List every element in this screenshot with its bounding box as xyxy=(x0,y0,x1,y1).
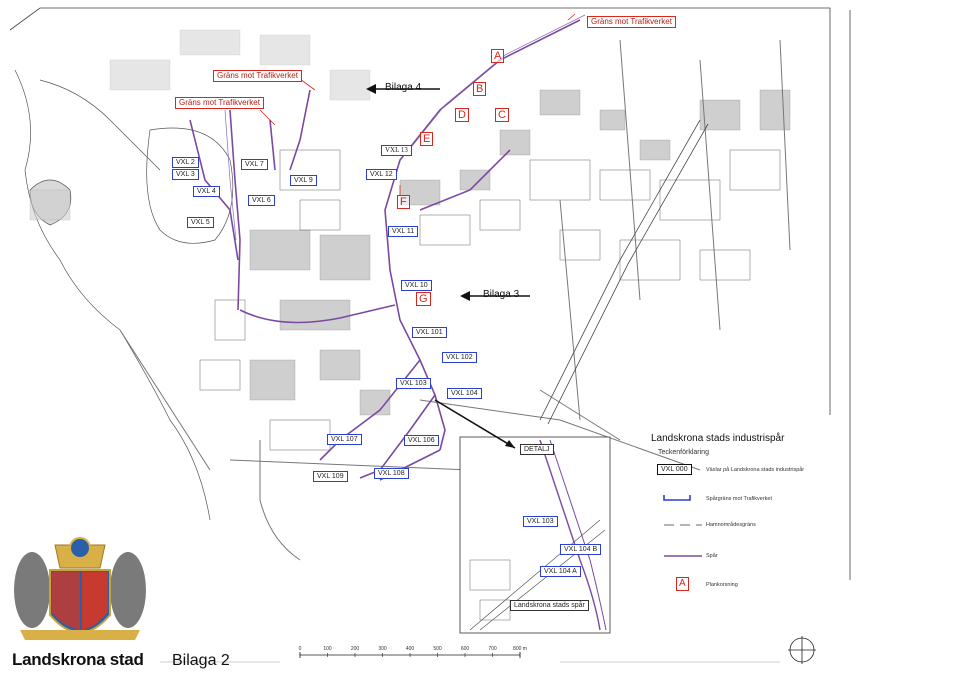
switch-label: VXL 12 xyxy=(366,169,397,180)
switch-label: VXL 6 xyxy=(248,195,275,206)
legend-switch-sample: VXL 000 xyxy=(657,464,692,475)
scale-tick-label: 200 xyxy=(350,646,360,652)
switch-label: VXL 103 xyxy=(396,378,431,389)
brand-logo-text: Landskrona stad xyxy=(12,650,144,669)
level-crossing-marker: F xyxy=(397,195,410,209)
boundary-label-trafikverket: Gräns mot Trafikverket xyxy=(175,97,264,109)
level-crossing-marker: C xyxy=(495,108,509,122)
switch-label: VXL 13 xyxy=(381,145,412,156)
scale-tick-label: 600 xyxy=(460,646,470,652)
legend-item: Växlar på Landskrona stads industrispår xyxy=(706,467,805,473)
scale-tick-label: 300 xyxy=(378,646,387,652)
detail-switch-label: VXL 104 B xyxy=(560,544,601,555)
switch-label: VXL 11 xyxy=(388,226,418,237)
switch-label: VXL 108 xyxy=(374,468,409,479)
scale-tick-label: 100 xyxy=(323,646,332,652)
legend-item: Spår xyxy=(706,553,718,559)
switch-label: VXL 4 xyxy=(193,186,220,197)
switch-label: VXL 106 xyxy=(404,435,439,446)
switch-label: VXL 104 xyxy=(447,388,482,399)
switch-label: VXL 3 xyxy=(172,169,199,180)
switch-label: VXL 2 xyxy=(172,157,199,168)
switch-label: VXL 107 xyxy=(327,434,362,445)
switch-label: VXL 9 xyxy=(290,175,317,186)
switch-label: VXL 109 xyxy=(313,471,348,482)
switch-label: VXL 10 xyxy=(401,280,432,291)
annex-title: Bilaga 2 xyxy=(172,652,230,669)
detail-switch-label: VXL 104 A xyxy=(540,566,581,577)
legend-title: Landskrona stads industrispår xyxy=(651,433,785,444)
coat-of-arms xyxy=(0,538,156,646)
level-crossing-marker: A xyxy=(491,49,504,63)
legend-item: Spårgräns mot Trafikverket xyxy=(706,496,773,502)
detail-switch-label: VXL 103 xyxy=(523,516,558,527)
annex-label: Bilaga 3 xyxy=(483,289,520,300)
level-crossing-marker: G xyxy=(416,292,431,306)
detail-track-label: Landskrona stads spår xyxy=(510,600,589,611)
legend-crossing-sample: A xyxy=(676,577,689,591)
switch-label: VXL 102 xyxy=(442,352,477,363)
legend-item: Plankorsning xyxy=(706,582,738,588)
detail-title: DETALJ xyxy=(520,444,554,455)
level-crossing-marker: D xyxy=(455,108,469,122)
legend-subtitle: Teckenförklaring xyxy=(658,449,709,456)
switch-label: VXL 5 xyxy=(187,217,214,228)
boundary-label-trafikverket: Gräns mot Trafikverket xyxy=(213,70,302,82)
legend-item: Hamnområdesgräns xyxy=(706,522,756,528)
scale-tick-label: 700 xyxy=(488,646,497,652)
switch-label: VXL 101 xyxy=(412,327,447,338)
scale-tick-label: 0 xyxy=(298,646,302,652)
level-crossing-marker: E xyxy=(420,132,433,146)
switch-label: VXL 7 xyxy=(241,159,268,170)
boundary-label-trafikverket: Gräns mot Trafikverket xyxy=(587,16,676,28)
annex-label: Bilaga 4 xyxy=(385,82,422,93)
scale-tick-label: 800 m xyxy=(513,646,527,652)
level-crossing-marker: B xyxy=(473,82,486,96)
scale-tick-label: 400 xyxy=(405,646,415,652)
scale-tick-label: 500 xyxy=(433,646,442,652)
